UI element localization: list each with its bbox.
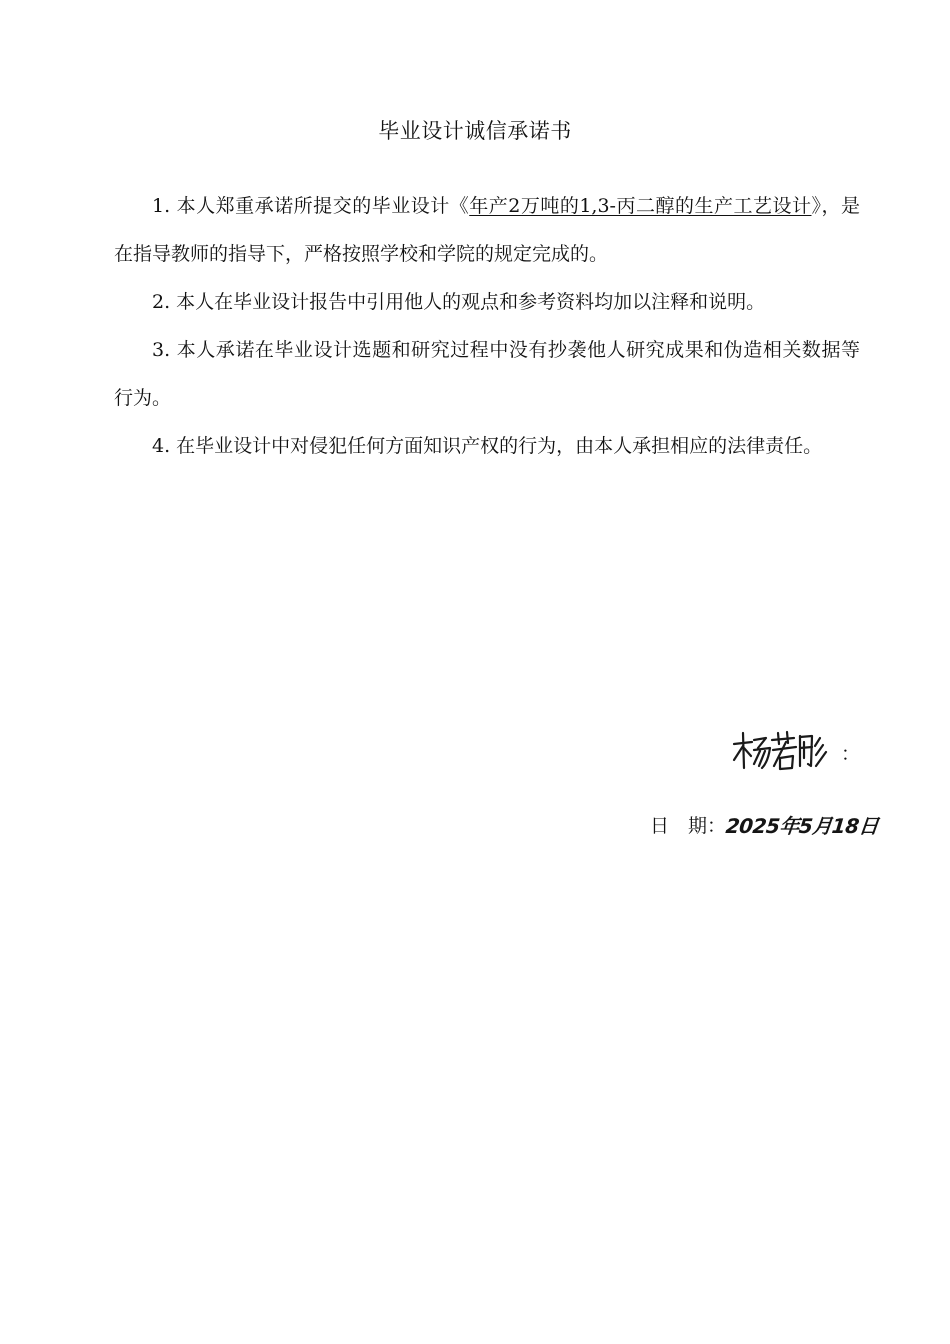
date-label: 日 期： <box>650 815 727 837</box>
commitment-body <box>114 182 860 470</box>
item-1-tail: 》，是在指导教师的指导下，严格按照学校和学院的规定完成的。 <box>114 195 860 265</box>
signature-colon: ： <box>840 742 860 765</box>
commitment-item-4: 4. 在毕业设计中对侵犯任何方面知识产权的行为，由本人承担相应的法律责任。 <box>152 435 823 457</box>
commitment-item-2: 2. 本人在毕业设计报告中引用他人的观点和参考资料均加以注释和说明。 <box>152 291 766 313</box>
commitment-item-3: 3. 本人承诺在毕业设计选题和研究过程中没有抄袭他人研究成果和伪造相关数据等行为。 <box>114 339 860 409</box>
thesis-title: 年产2万吨的1,3-丙二醇的生产工艺设计 <box>469 195 812 217</box>
date-row <box>650 810 878 839</box>
handwritten-signature <box>730 728 845 776</box>
page-title: 毕业设计诚信承诺书 <box>378 119 572 143</box>
item-1-lead: 1. 本人郑重承诺所提交的毕业设计《 <box>152 195 470 217</box>
commitment-item-1 <box>114 182 860 278</box>
date-value: 2025年5月18日 <box>724 814 880 838</box>
signature-row <box>730 722 860 782</box>
